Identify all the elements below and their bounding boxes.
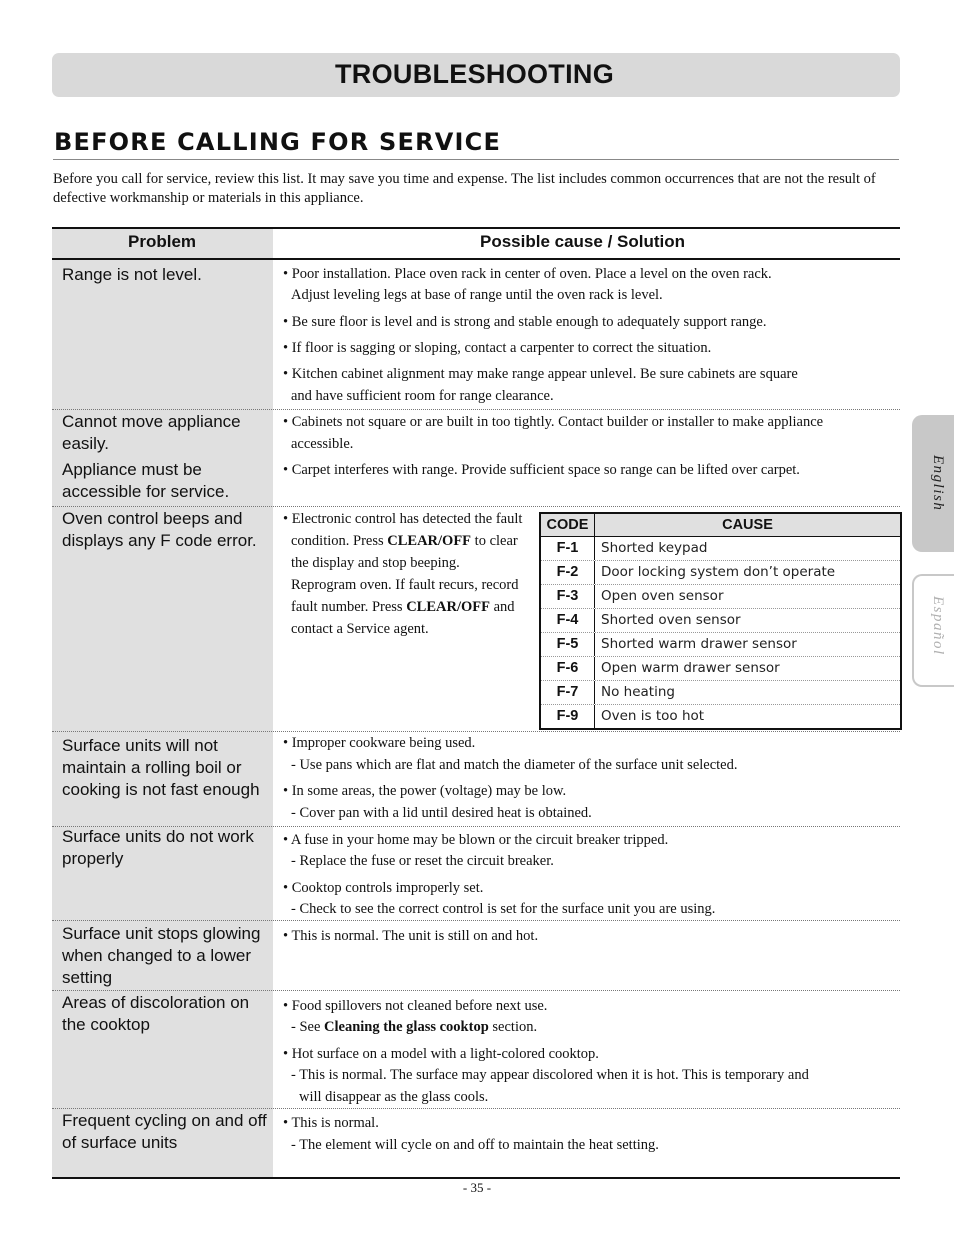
fault-cause: Open oven sensor [601, 588, 724, 604]
problem-f-code: Oven control beeps and displays any F code error. [62, 509, 257, 550]
fault-line: fault number. Press CLEAR/OFF and [291, 599, 515, 615]
fault-code-row [541, 537, 900, 561]
problem-accessible: Appliance must be accessible for service. [62, 460, 230, 501]
fault-code-table [539, 512, 902, 730]
fault-instructions [283, 508, 535, 640]
solution-line: • Be sure floor is level and is strong and stable enough to adequately support range. [283, 314, 767, 330]
table-bottom-rule [52, 1177, 900, 1179]
fault-cause: Shorted warm drawer sensor [601, 636, 797, 652]
problem-stops-glowing: Surface unit stops glowing when changed to a lower setting [62, 924, 261, 987]
fault-cause: No heating [601, 684, 675, 700]
solution-line: Adjust leveling legs at base of range until the oven rack is level. [291, 287, 663, 303]
title-banner [52, 53, 900, 97]
tab-espanol[interactable] [912, 574, 954, 687]
fault-cause: Door locking system don’t operate [601, 564, 836, 580]
tab-english[interactable] [912, 415, 954, 552]
fault-code-row [541, 609, 900, 633]
solution-line: will disappear as the glass cools. [299, 1089, 489, 1105]
fault-code: F-3 [541, 585, 595, 608]
tab-english-label: English [930, 455, 946, 512]
solution-line: • Food spillovers not cleaned before next use. [283, 998, 548, 1014]
fault-code: F-2 [541, 561, 595, 584]
section-heading: BEFORE CALLING FOR SERVICE [54, 128, 502, 156]
fault-code-row [541, 561, 900, 585]
fault-code-row [541, 633, 900, 657]
problem-surface-not-work: Surface units do not work properly [62, 827, 254, 868]
fault-line: condition. Press CLEAR/OFF to clear [291, 533, 518, 549]
fault-code: F-6 [541, 657, 595, 680]
fault-code-row [541, 681, 900, 705]
solution-line: • Cabinets not square or are built in too tightly. Contact builder or installer to make appliance [283, 414, 824, 430]
problem-column-header: Problem [128, 232, 197, 251]
solution-line: • Hot surface on a model with a light-colored cooktop. [283, 1046, 599, 1062]
solution-line: • In some areas, the power (voltage) may be low. [283, 783, 567, 799]
problem-cannot-move: Cannot move appliance easily. [62, 412, 241, 453]
solution-line: • Carpet interferes with range. Provide sufficient space so range can be lifted over carpet. [283, 462, 800, 478]
table-header-rule [52, 258, 900, 260]
solution-line: and have sufficient room for range clearance. [291, 388, 554, 404]
solution-line: - Replace the fuse or reset the circuit breaker. [291, 853, 554, 869]
problem-frequent-cycling: Frequent cycling on and off of surface units [62, 1111, 267, 1152]
fault-cause: Shorted keypad [601, 540, 708, 556]
row-divider [52, 990, 900, 991]
page-number: - 35 - [462, 1180, 492, 1195]
solution-line: - See Cleaning the glass cooktop section. [291, 1019, 538, 1035]
fault-cause: Shorted oven sensor [601, 612, 741, 628]
fault-line: • Electronic control has detected the fault [283, 511, 523, 527]
fault-code: F-1 [541, 537, 595, 560]
cause-header: CAUSE [722, 517, 773, 533]
problem-range-not-level: Range is not level. [62, 265, 202, 284]
fault-line: Reprogram oven. If fault recurs, record [291, 577, 519, 593]
fault-code: F-7 [541, 681, 595, 704]
fault-code-row [541, 657, 900, 681]
solution-line: - The element will cycle on and off to maintain the heat setting. [291, 1137, 659, 1153]
section-rule [53, 159, 899, 160]
solution-column-header: Possible cause / Solution [480, 232, 685, 251]
solution-line: • This is normal. [283, 1115, 379, 1131]
fault-code: F-9 [541, 705, 595, 728]
solution-line: • Improper cookware being used. [283, 735, 476, 751]
fault-cause: Oven is too hot [601, 708, 705, 724]
table-top-rule [52, 227, 900, 229]
solution-line: • Cooktop controls improperly set. [283, 880, 484, 896]
solution-line: • Kitchen cabinet alignment may make range appear unlevel. Be sure cabinets are square [283, 366, 798, 382]
fault-code: F-5 [541, 633, 595, 656]
problem-rolling-boil: Surface units will not maintain a rolling boil or cooking is not fast enough [62, 736, 260, 799]
solution-line: - Check to see the correct control is set for the surface unit you are using. [291, 901, 716, 917]
solution-line: - This is normal. The surface may appear discolored when it is hot. This is temporary and [291, 1067, 809, 1083]
tab-espanol-label: Español [930, 596, 946, 656]
fault-cause: Open warm drawer sensor [601, 660, 780, 676]
page-title: TROUBLESHOOTING [335, 59, 614, 89]
row-divider [52, 409, 900, 410]
fault-code-row [541, 705, 900, 728]
fault-line: the display and stop beeping. [291, 555, 460, 571]
problem-discoloration: Areas of discoloration on the cooktop [62, 993, 250, 1034]
solution-line: • If floor is sagging or sloping, contact a carpenter to correct the situation. [283, 340, 712, 356]
fault-code-header [541, 514, 900, 537]
solution-line: • Poor installation. Place oven rack in center of oven. Place a level on the oven rack. [283, 266, 772, 282]
code-header: CODE [541, 514, 595, 536]
solution-line: • This is normal. The unit is still on and hot. [283, 928, 539, 944]
solution-line: - Cover pan with a lid until desired heat is obtained. [291, 805, 592, 821]
fault-code-row [541, 585, 900, 609]
solution-line: • A fuse in your home may be blown or the circuit breaker tripped. [283, 832, 669, 848]
row-divider [52, 506, 900, 507]
solution-line: accessible. [291, 436, 354, 452]
fault-line: contact a Service agent. [291, 621, 429, 637]
intro-paragraph: Before you call for service, review this list. It may save you time and expense. The list includes common occurrences that are not the result of defective workmanship or materials in this appliance. [53, 171, 876, 206]
solution-line: - Use pans which are flat and match the diameter of the surface unit selected. [291, 757, 738, 773]
fault-code: F-4 [541, 609, 595, 632]
row-divider [52, 731, 900, 732]
